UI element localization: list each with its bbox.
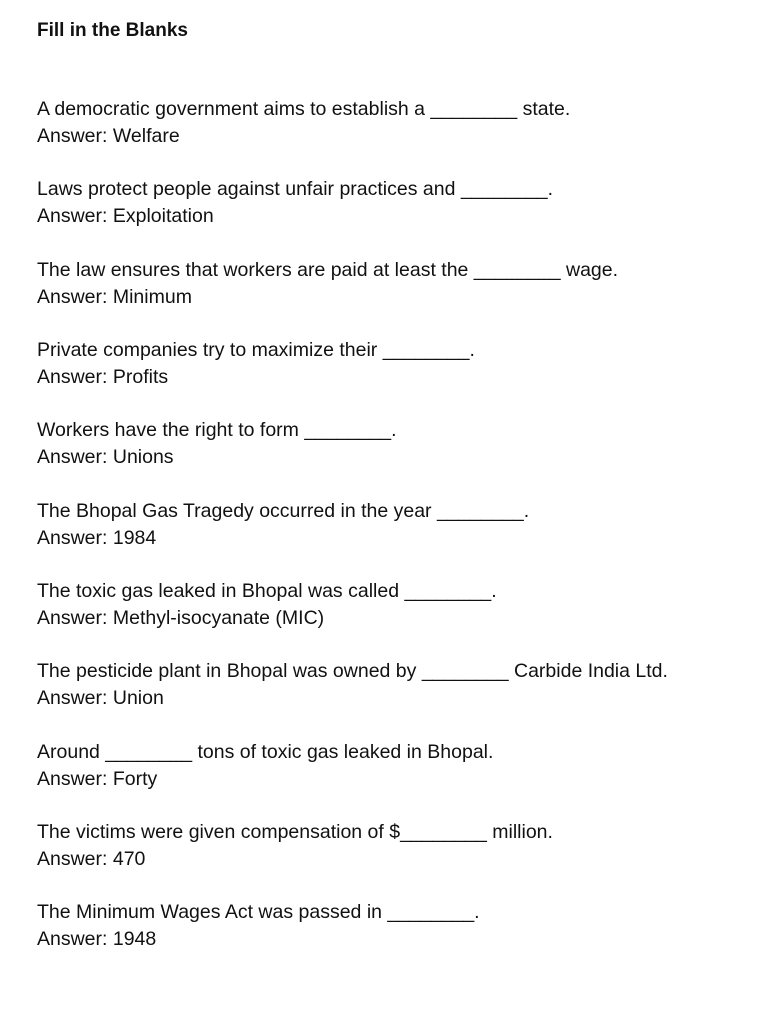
answer-text: Answer: 1948 [37,928,157,950]
answer-text: Answer: Forty [37,768,158,790]
question-block [37,578,757,632]
question-block [37,498,757,552]
question-text: A democratic government aims to establish a ________ state. [37,98,571,120]
question-block [37,819,757,873]
document-title: Fill in the Blanks [37,20,188,41]
question-block [37,899,757,953]
question-text: The Bhopal Gas Tragedy occurred in the year ________. [37,500,530,522]
question-text: The law ensures that workers are paid at least the ________ wage. [37,259,619,281]
question-text: Laws protect people against unfair practices and ________. [37,178,554,200]
question-block [37,176,757,230]
answer-text: Answer: 1984 [37,527,157,549]
answer-text: Answer: Methyl-isocyanate (MIC) [37,607,325,629]
answer-text: Answer: Union [37,687,164,709]
question-block [37,739,757,793]
answer-text: Answer: Unions [37,446,174,468]
question-block [37,96,757,150]
answer-text: Answer: Welfare [37,125,180,147]
question-block [37,257,757,311]
answer-text: Answer: Profits [37,366,169,388]
question-text: Around ________ tons of toxic gas leaked in Bhopal. [37,741,494,763]
question-block [37,337,757,391]
question-block [37,658,757,712]
answer-text: Answer: Exploitation [37,205,214,227]
question-text: The victims were given compensation of $________ million. [37,821,553,843]
answer-text: Answer: Minimum [37,286,192,308]
question-block [37,417,757,471]
question-text: The Minimum Wages Act was passed in ________. [37,901,480,923]
answer-text: Answer: 470 [37,848,146,870]
question-text: The toxic gas leaked in Bhopal was called ________. [37,580,497,602]
question-text: The pesticide plant in Bhopal was owned by ________ Carbide India Ltd. [37,660,668,682]
question-text: Private companies try to maximize their ________. [37,339,475,361]
question-text: Workers have the right to form ________. [37,419,397,441]
